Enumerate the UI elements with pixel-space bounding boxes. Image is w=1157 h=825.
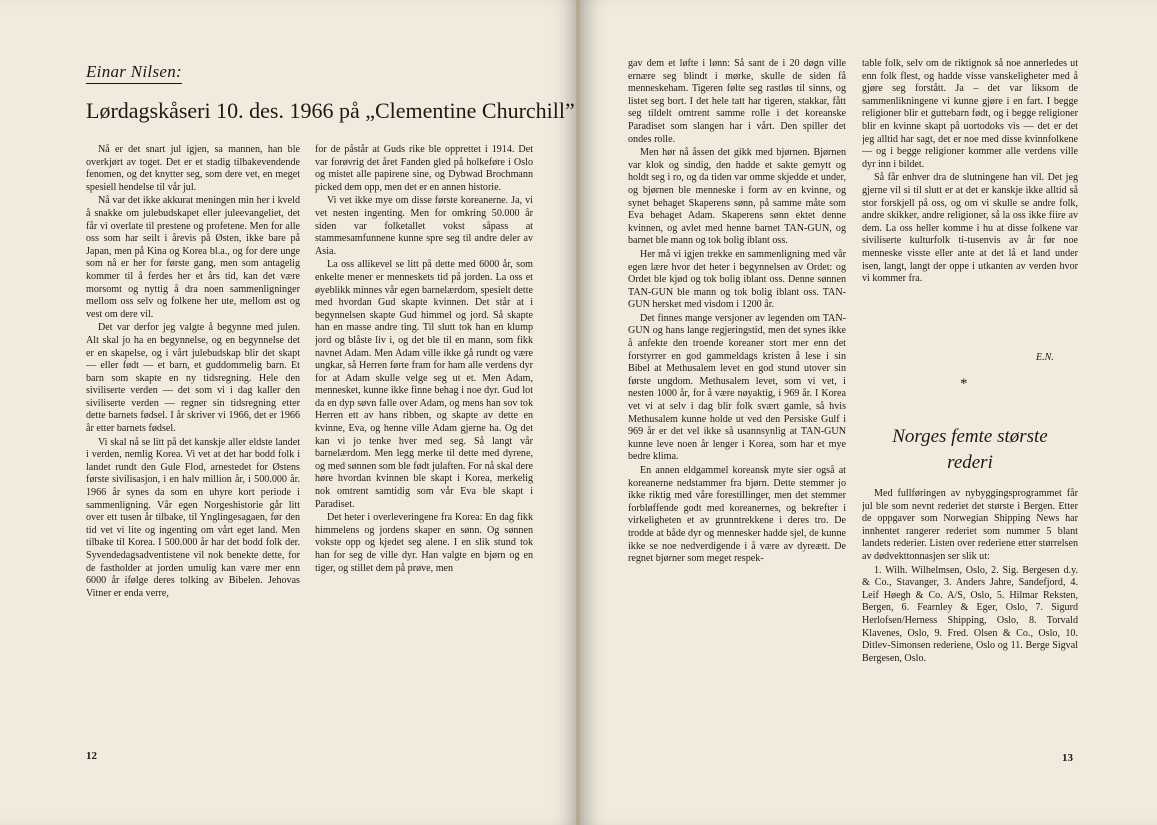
paragraph: table folk, selv om de riktignok så noe annerledes ut enn folk flest, og hadde visse vanskeligheter med å gjøre seg forstått. Ja – det var liksom de sammenlikningene vi kunne gjøre i en fart. I begge religioner blir et guttebarn født, og i begge religioner blir en kvinne skapt på uortodoks vis — det er det jeg alltid har sagt, det er noe med disse kvinnfolkene — og i begge religioner kommer alle verdens ville dyr inn i bildet.	[862, 58, 1078, 170]
paragraph: Det heter i overleveringene fra Korea: En dag fikk himmelens og jordens skaper en sønn. Og sønnen vokste opp og kjedet seg alene. I en slik stund tok han for seg de ville dyr. Han valgte en bjørn og en tiger, og stillet dem på prøve, men	[315, 512, 533, 574]
right-column-3	[862, 488, 1078, 738]
paragraph: Så får enhver dra de slutningene han vil. Det jeg gjerne vil si til slutt er at det er kanskje ikke alltid så stor forskjell på oss, og om vi skulle se andre folk, andre skikker, andre religioner, så la oss ikke fiire av dem. La oss heller komme i hu at disse folkene var siviliserte kulturfolk ti-tusenvis av år før noe menneske visste eller ante at det lå et land under isen, langt, langt der oppe i utkanten av verden hvor vi kommer fra.	[862, 172, 1078, 285]
paragraph: La oss allikevel se litt på dette med 6000 år, som enkelte mener er menneskets tid på jorden. La oss et øyeblikk minnes vår egen barnelærdom, spesielt dette med hvordan Gud skapte kvinnen. Det står at i begynnelsen skapte Gud himmel og jord. Så skapte han en masse andre ting. Til slutt tok han en klump jord og blåste liv i, og det ble til en mann, som fikk navnet Adam. Men Adam ville ikke gå rundt og være ungkar, så Herren førte fram for ham alle verdens dyr for at Adam skulle velge seg ut et. Men Adam, mennesket, kunne ikke finne behag i noe dyr. Gud lot da en dyp søvn falle over Adam, og mens han sov tok Herren ett av hans ribben, og skapte av dette en kvinne, Eva, og henne ville Adam gjerne ha. Og det kan vi jo tenke hver med seg. Så langt vår barnelærdom. Men legg merke til dette med dyrene, og med sønnen som ble født julaften. For nå skal dere høre hvordan kvinnen ble skapt i Korea, merkelig nok omtrent samtidig som vår Eva ble skapt i Paradiset.	[315, 259, 533, 510]
paragraph: Med fullføringen av nybyggingsprogrammet får jul ble som nevnt rederiet det største i Bergen. Etter de oppgaver som Norwegian Shipping News har innhentet rangerer rederiet som nummer 5 blant landets rederier. Listen over rederiene etter størrelsen av dødvekttonnasjen ser slik ut:	[862, 488, 1078, 562]
paragraph: Vi vet ikke mye om disse første koreanerne. Ja, vi vet nesten ingenting. Men for omkring 50.000 år siden var folketallet vokst såpass at stammesamfunnene kunne spre seg til andre deler av Asia.	[315, 195, 533, 257]
right-column-2	[862, 58, 1078, 368]
article-signature: E.N.	[1036, 352, 1054, 363]
right-column-1	[628, 58, 846, 738]
paragraph: En annen eldgammel koreansk myte sier også at koreanerne nedstammer fra bjørn. Dette stemmer jo ikke riktig med våre forestillinger, men det stemmer forbløffende godt med koreanernes, og bekrefter i virkeligheten et av grunntrekkene i deres tro. De trodde at både dyr og mennesker hadde sjel, de kunne ikke se noe nedverdigende i å være av dyreætt. De regnet bjørner som meget respek-	[628, 465, 846, 565]
left-page	[0, 0, 578, 825]
section-title: Norges femte største rederi	[892, 426, 1048, 473]
page-number-left: 12	[86, 750, 97, 762]
left-column-2	[315, 144, 533, 736]
section-divider-star: *	[960, 376, 968, 392]
paragraph: Nå var det ikke akkurat meningen min her i kveld å snakke om julebudskapet eller juleevangeliet, det får vi overlate til prestene og profetene. Men for alle oss som har seilt i årevis på Østen, ikke bare på Japan, men på Kina og Korea bl.a., og for dere unge som nå er her for første gang, men som antagelig kommer til å ferdes her et års tid, kan det være morsomt og nyttig å dra noen sammenligninger mellom oss selv og folkene her ute, mellom øst og vest om dere vil.	[86, 195, 300, 320]
article-title: Lørdagskåseri 10. des. 1966 på „Clementine Churchill”	[86, 98, 575, 123]
page-number-right: 13	[1062, 752, 1073, 764]
paragraph: Men hør nå åssen det gikk med bjørnen. Bjørnen var klok og sindig, den hadde et sakte gemytt og holdt seg i ro, og da tiden var omme skjedde et under, og bjørnen ble menneske i form av en kvinne, og synet behaget Skaperens sønn, på samme måte som Eva behaget Adam. Skaperens sønn ektet denne kvinnen, og avlet med henne barnet TAN-GUN, og barnet ble mann og tok bolig iblant oss.	[628, 147, 846, 247]
paragraph: Her må vi igjen trekke en sammenligning med vår egen lære hvor det heter i begynnelsen av Ordet: og Ordet ble kjød og tok bolig iblant oss. Denne sønnen TAN-GUN ble mann og tok bolig iblant oss. TAN-GUN hersket med visdom i 1200 år.	[628, 248, 846, 311]
author-name: Einar Nilsen:	[86, 62, 182, 84]
paragraph: 1. Wilh. Wilhelmsen, Oslo, 2. Sig. Bergesen d.y. & Co., Stavanger, 3. Anders Jahre, Sandefjord, 4. Leif Høegh & Co. A/S, Oslo, 5. Hilmar Reksten, Bergen, 6. Fearnley & Eger, Oslo, 7. Sigurd Herlofsen/Herness Shipping, Oslo, 8. Torvald Klavenes, Oslo, 9. Fred. Olsen & Co., Oslo, 10. Ditlev-Simonsen rederiene, Oslo og 11. Berge Sigval Bergesen, Oslo.	[862, 564, 1078, 664]
paragraph: for de påstår at Guds rike ble opprettet i 1914. Det var forøvrig det året Fanden gled på holkeføre i Oslo og mistet alle papirene sine, og Dybwad Brochmann picked dem opp, men det er en annen historie.	[315, 144, 533, 193]
paragraph: Det finnes mange versjoner av legenden om TAN-GUN og hans lange regjeringstid, men det synes ikke å anfekte den troende koreaner stort mer enn det forstyrrer en god gammeldags kristen å lese i sin Bibel at Methusalem levet en god stund utover sin første ungdom. Methusalem levet, som vi vet, i nesten 1000 år, for å være nøyaktig, i 969 år. I Korea vet vi at selv i dag blir folk svært gamle, så hvis Methusalem kunne holde ut ved den Persiske Gulf i 969 år er det vel ikke så usannsynlig at TAN-GUN kunne leve noen år lenger i Korea, som har et mye bedre klima.	[628, 312, 846, 463]
paragraph: Det var derfor jeg valgte å begynne med julen. Alt skal jo ha en begynnelse, og en begynnelse det er en skapelse, og i vårt julebudskap blir det skapt — eller født — et barn, et guddommelig barn. Et barn som skapte en ny tidsregning. Hele den siviliserte verden — det som vi i dag kaller den siviliserte verden — regner sin tidsregning etter dette barnets fødsel. I år skriver vi 1966, det er 1966 år etter barnets fødsel.	[86, 322, 300, 435]
paragraph: Nå er det snart jul igjen, sa mannen, han ble overkjørt av toget. Det er et stadig tilbakevendende fenomen, og det knytter seg, som dere vet, en meget spesiell hendelse til vår jul.	[86, 144, 300, 193]
left-column-1	[86, 144, 300, 736]
paragraph: Vi skal nå se litt på det kanskje aller eldste landet i verden, nemlig Korea. Vi vet at det har bodd folk i landet rundt den Gule Flod, arnestedet for Østens første sivilisasjon, i en halv million år, i 500.000 år. 1966 år synes da som en uhyre kort periode i sammenligning. Vår egen Norgeshistorie går litt over ett tusen år tilbake, til Ynglingesagaen, før den tid vet vi lite og ingenting om vårt eget land. Men tilbake til Korea. I 500.000 år har det bodd folk der. Syvendedagsadventistene vil nok benekte dette, for de fastholder at jorden umulig kan være mer enn 6000 år ifølge deres tolking av Bibelen. Jehovas Vitner er enda verre,	[86, 436, 300, 599]
paragraph: gav dem et løfte i lønn: Så sant de i 20 døgn ville ernære seg blindt i mørke, skulle de siden få menneskeham. Tigeren følte seg rastløs til sinns, og listet seg bort. I det hele tatt har tigeren, stakkar, fått seg tildelt omtrent samme rolle i det koreanske Paradiset som slangen har i vårt. Den spiller det ondes rolle.	[628, 58, 846, 145]
